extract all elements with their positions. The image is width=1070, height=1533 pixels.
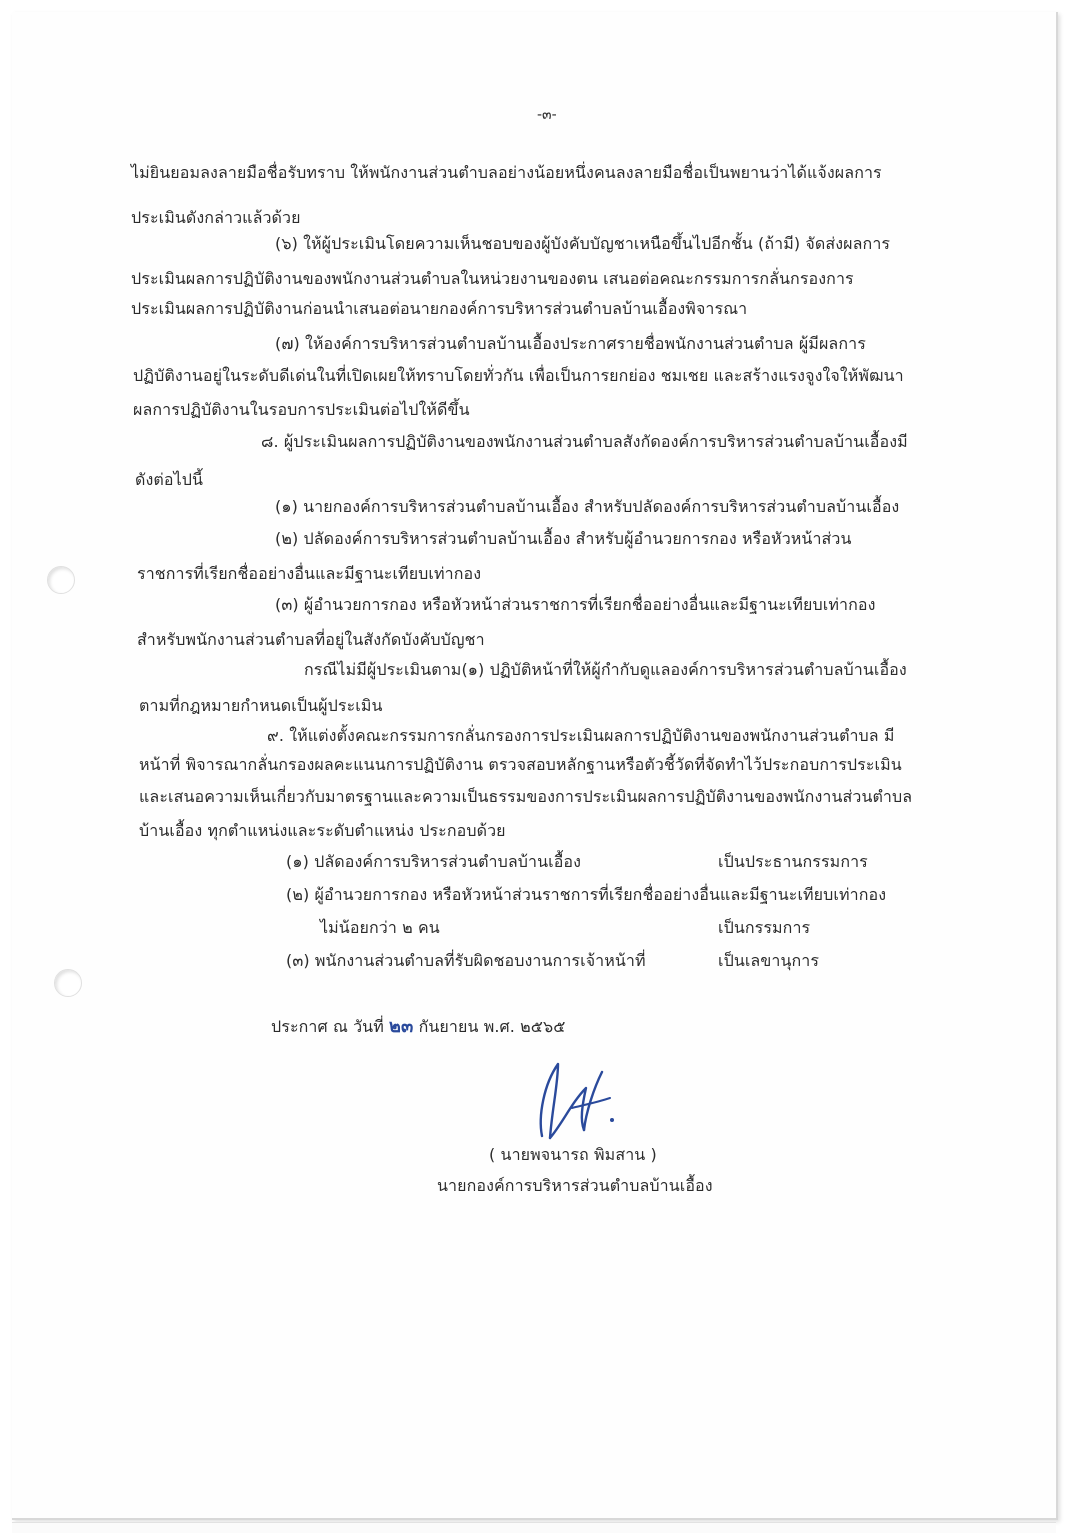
body-line: กรณีไม่มีผู้ประเมินตาม(๑) ปฏิบัติหน้าที่ให้ผู้กำกับดูแลองค์การบริหารส่วนตำบลบ้านเอื้อง: [304, 660, 907, 679]
body-line: ไม่ยินยอมลงลายมือชื่อรับทราบ ให้พนักงานส่วนตำบลอย่างน้อยหนึ่งคนลงลายมือชื่อเป็นพยานว่าได้แจ้งผลการ: [131, 163, 882, 182]
body-line: ประเมินดังกล่าวแล้วด้วย: [131, 208, 301, 227]
body-line: ๘. ผู้ประเมินผลการปฏิบัติงานของพนักงานส่วนตำบลสังกัดองค์การบริหารส่วนตำบลบ้านเอื้องมี: [261, 432, 908, 451]
punch-hole-upper: [47, 566, 75, 594]
body-line: ประเมินผลการปฏิบัติงานก่อนนำเสนอต่อนายกองค์การบริหารส่วนตำบลบ้านเอื้องพิจารณา: [131, 299, 748, 318]
body-line: ปฏิบัติงานอยู่ในระดับดีเด่นในที่เปิดเผยให้ทราบโดยทั่วกัน เพื่อเป็นการยกย่อง ชมเชย และสร้างแรงจูงใจให้พัฒนา: [133, 366, 904, 385]
committee-member-2: (๒) ผู้อำนวยการกอง หรือหัวหน้าส่วนราชการที่เรียกชื่ออย่างอื่นและมีฐานะเทียบเท่ากอง: [286, 885, 887, 904]
committee-member-3: (๓) พนักงานส่วนตำบลที่รับผิดชอบงานการเจ้าหน้าที่: [286, 951, 646, 970]
committee-role-3: เป็นเลขานุการ: [718, 951, 820, 970]
signer-name: ( นายพจนารถ พิมสาน ): [489, 1145, 657, 1164]
handwritten-signature: [528, 1058, 628, 1144]
page-number: -๓-: [537, 107, 557, 123]
committee-member-2-count: ไม่น้อยกว่า ๒ คน: [320, 918, 440, 937]
announcement-month-year: กันยายน พ.ศ. ๒๕๖๕: [418, 1017, 566, 1036]
punch-hole-lower: [54, 969, 82, 997]
announcement-prefix: ประกาศ ณ วันที่: [271, 1017, 384, 1036]
body-line: (๒) ปลัดองค์การบริหารส่วนตำบลบ้านเอื้อง สำหรับผู้อำนวยการกอง หรือหัวหน้าส่วน: [275, 529, 852, 548]
body-line: ประเมินผลการปฏิบัติงานของพนักงานส่วนตำบลในหน่วยงานของตน เสนอต่อคณะกรรมการกลั่นกรองการ: [131, 269, 854, 288]
signer-position: นายกองค์การบริหารส่วนตำบลบ้านเอื้อง: [437, 1176, 713, 1195]
body-line: ดังต่อไปนี้: [135, 470, 204, 489]
body-line: หน้าที่ พิจารณากลั่นกรองผลคะแนนการปฏิบัติงาน ตรวจสอบหลักฐานหรือตัวชี้วัดที่จัดทำไว้ประกอบการประเมิน: [139, 755, 902, 774]
announcement-day: ๒๓: [389, 1016, 414, 1037]
body-line: ตามที่กฎหมายกำหนดเป็นผู้ประเมิน: [139, 696, 383, 715]
body-line: ๙. ให้แต่งตั้งคณะกรรมการกลั่นกรองการประเมินผลการปฏิบัติงานของพนักงานส่วนตำบล มี: [267, 726, 895, 745]
announcement-date: [271, 1016, 565, 1038]
committee-member-1: (๑) ปลัดองค์การบริหารส่วนตำบลบ้านเอื้อง: [286, 852, 582, 871]
body-line: บ้านเอื้อง ทุกตำแหน่งและระดับตำแหน่ง ประกอบด้วย: [139, 821, 506, 840]
body-line: (๑) นายกองค์การบริหารส่วนตำบลบ้านเอื้อง สำหรับปลัดองค์การบริหารส่วนตำบลบ้านเอื้อง: [275, 497, 900, 516]
body-line: ผลการปฏิบัติงานในรอบการประเมินต่อไปให้ดีขึ้น: [133, 400, 470, 419]
next-page-edge: [12, 1522, 1056, 1533]
committee-role-2: เป็นกรรมการ: [718, 918, 811, 937]
body-line: (๗) ให้องค์การบริหารส่วนตำบลบ้านเอื้องประกาศรายชื่อพนักงานส่วนตำบล ผู้มีผลการ: [275, 334, 866, 353]
body-line: และเสนอความเห็นเกี่ยวกับมาตรฐานและความเป็นธรรมของการประเมินผลการปฏิบัติงานของพนักงานส่วนตำบล: [139, 787, 913, 806]
committee-role-1: เป็นประธานกรรมการ: [718, 852, 868, 871]
body-line: สำหรับพนักงานส่วนตำบลที่อยู่ในสังกัดบังคับบัญชา: [137, 630, 485, 649]
body-line: (๖) ให้ผู้ประเมินโดยความเห็นชอบของผู้บังคับบัญชาเหนือขึ้นไปอีกชั้น (ถ้ามี) จัดส่งผลการ: [275, 234, 891, 253]
body-line: (๓) ผู้อำนวยการกอง หรือหัวหน้าส่วนราชการที่เรียกชื่ออย่างอื่นและมีฐานะเทียบเท่ากอง: [275, 595, 876, 614]
body-line: ราชการที่เรียกชื่ออย่างอื่นและมีฐานะเทียบเท่ากอง: [137, 564, 482, 583]
